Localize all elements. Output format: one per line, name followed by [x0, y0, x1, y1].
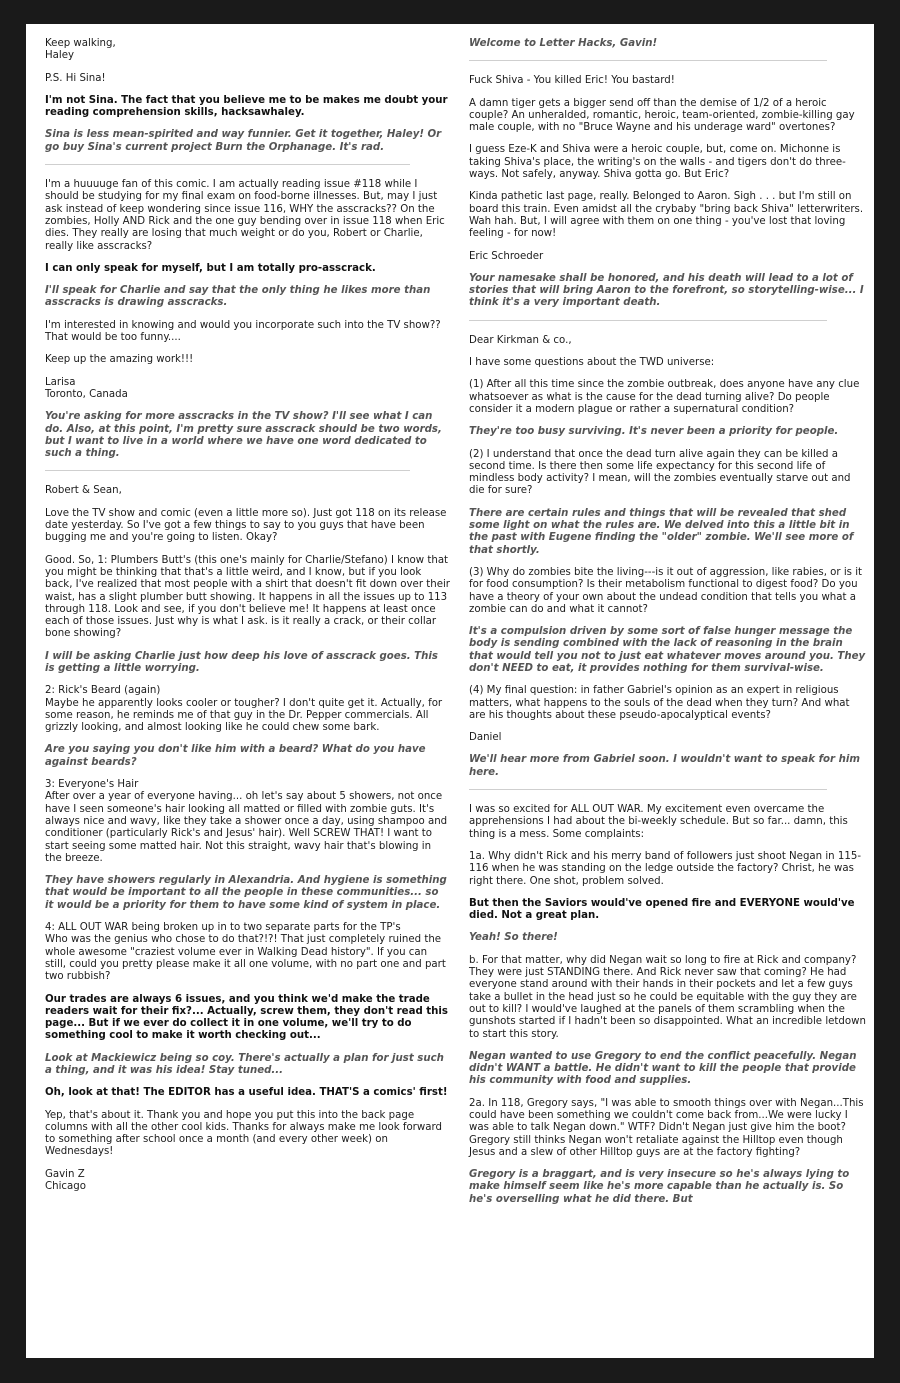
section-divider: [45, 470, 410, 471]
artist-reply: They have showers regularly in Alexandria. And hygiene is something that would be important to all the people in these communities... so it would be a priority for them to have some kind of system in place.: [45, 875, 447, 911]
letter-paragraph: 1a. Why didn't Rick and his merry band of followers just shoot Negan in 115-116 when he was standing on the ledge outside the factory? Christ, he was right there. One shot, problem solved.: [469, 850, 861, 887]
letter-paragraph: Love the TV show and comic (even a little more so). Just got 118 on its release date yesterday. So I've got a few things to say to you guys that have been bugging me and you're going to listen. Okay?: [45, 507, 447, 544]
letter-paragraph: Fuck Shiva - You killed Eric! You bastard!: [469, 75, 675, 87]
editor-reply: Oh, look at that! The EDITOR has a useful idea. THAT'S a comics' first!: [45, 1087, 448, 1099]
artist-reply: Sina is less mean-spirited and way funnier. Get it together, Haley! Or go buy Sina's current project Burn the Orphanage. It's rad.: [45, 129, 442, 153]
artist-reply: You're asking for more asscracks in the TV show? I'll see what I can do. Also, at this point, I'm pretty sure asscrack should be two words, but I want to live in a world where we have one word dedicated to such a thing.: [45, 411, 442, 460]
letter-paragraph: Robert & Sean,: [45, 485, 122, 497]
section-divider: [469, 789, 827, 790]
section-divider: [469, 60, 827, 61]
letter-paragraph: Keep walking, Haley: [45, 38, 116, 62]
artist-reply: I will be asking Charlie just how deep his love of asscrack goes. This is getting a little worrying.: [45, 650, 438, 674]
letter-paragraph: (3) Why do zombies bite the living---is it out of aggression, like rabies, or is it for food consumption? Is their metabolism functional to digest food? Do you have a theory of your own about the undead condition that tells you what a zombie can do and what it cannot?: [469, 566, 863, 615]
artist-reply: I'll speak for Charlie and say that the only thing he likes more than asscracks is drawing asscracks.: [45, 285, 431, 309]
letter-paragraph: Yep, that's about it. Thank you and hope you put this into the back page columns with all the other cool kids. Thanks for always make me look forward to something after school once a month (and every other week) on Wednesdays!: [45, 1109, 442, 1158]
editor-reply: I'm not Sina. The fact that you believe me to be makes me doubt your reading comprehension skills, hacksawhaley.: [45, 94, 448, 119]
letter-paragraph: 2: Rick's Beard (again) Maybe he apparently looks cooler or tougher? I don't quite get it. Actually, for some reason, he reminds me of that guy in the Dr. Pepper commercials. All grizzly looking, and almost looking like he could chew some bark.: [45, 685, 443, 734]
artist-reply: It's a compulsion driven by some sort of false hunger message the body is sending combined with the lack of reasoning in the brain that would tell you not to just eat whatever moves around you. They don't NEED to eat, it provides nothing for them survival-wise.: [469, 626, 866, 674]
artist-reply: They're too busy surviving. It's never been a priority for people.: [469, 426, 839, 438]
letter-paragraph: (4) My final question: in father Gabriel's opinion as an expert in religious matters, what happens to the souls of the dead when they turn? And what are his thoughts about these pseudo-apocalyptical events?: [469, 685, 850, 721]
editor-reply: But then the Saviors would've opened fire and EVERYONE would've died. Not a great plan.: [469, 897, 855, 922]
editor-reply: Our trades are always 6 issues, and you think we'd make the trade readers wait for their fix?... Actually, screw them, they don't read this page... But if we ever do collect it in one volume, we'll try to do something cool to make it worth checking out...: [45, 993, 448, 1042]
artist-reply: There are certain rules and things that will be revealed that shed some light on what the rules are. We delved into this a little bit in the past with Eugene finding the "older" zombie. We'll see more of that shortly.: [469, 507, 854, 556]
letter-paragraph: 3: Everyone's Hair After over a year of everyone having... oh let's say about 5 showers, not once have I seen someone's hair looking all matted or filled with zombie guts. It's always nice and wavy, like they take a shower once a day, using shampoo and conditioner (particularly Rick's and Jesus' hair). Well SCREW THAT! I want to start seeing some matted hair. Not this straight, wavy hair that's blowing in the breeze.: [45, 779, 448, 864]
letter-paragraph: P.S. Hi Sina!: [45, 72, 106, 84]
artist-reply: Welcome to Letter Hacks, Gavin!: [469, 38, 658, 49]
letter-paragraph: Larisa Toronto, Canada: [45, 376, 128, 400]
letter-paragraph: (2) I understand that once the dead turn alive again they can be killed a second time. Is there then some life expectancy for this second life of mindless body activity? I mean, will the zombies eventually starve out and die for sure?: [469, 448, 851, 497]
letter-paragraph: Good. So, 1: Plumbers Butt's (this one's mainly for Charlie/Stefano) I know that you might be thinking that that's a little weird, and I know, but if you look back, I've realized that most people with a shirt that doesn't fit down over their waist, has a slight plumber butt showing. It happens in all the issues up to 113 through 118. Look and see, if you don't believe me! It happens at least once each of those issues. Just why is what I ask. is it really a crack, or their collar bone showing?: [45, 554, 450, 640]
editor-reply: I can only speak for myself, but I am totally pro-asscrack.: [45, 262, 376, 274]
letter-paragraph: I'm a huuuuge fan of this comic. I am actually reading issue #118 while I should be studying for my final exam on food-borne illnesses. But, may I just ask instead of keep wondering since issue 116, WHY the asscracks?? On the zombies, Holly AND Rick and the one guy bending over in issue 118 when Eric dies. They really are losing that much weight or do you, Robert or Charlie, really like asscracks?: [45, 179, 445, 252]
right-column: [469, 38, 867, 1216]
section-divider: [45, 164, 410, 165]
letter-paragraph: Daniel: [469, 732, 502, 744]
section-divider: [469, 320, 827, 321]
letter-paragraph: (1) After all this time since the zombie outbreak, does anyone have any clue whatsoever as what is the cause for the dead turning alive? Do people consider it a modern plague or rather a supernatural condition?: [469, 379, 860, 415]
letter-paragraph: 2a. In 118, Gregory says, "I was able to smooth things over with Negan...This could have been something we couldn't come back from...We were lucky I was able to talk Negan down." WTF? Didn't Negan just give him the boot? Gregory still thinks Negan won't retaliate against the Hilltop even though Jesus and a slew of other Hilltop guys are at the factory fighting?: [469, 1097, 864, 1158]
artist-reply: Look at Mackiewicz being so coy. There's actually a plan for just such a thing, and it was his idea! Stay tuned...: [45, 1052, 444, 1076]
letter-paragraph: I guess Eze-K and Shiva were a heroic couple, but, come on. Michonne is taking Shiva's place, the writing's on the walls - and tigers don't do three-ways. Not safely, anyway. Shiva gotta go. But Eric?: [469, 144, 846, 181]
letter-paragraph: b. For that matter, why did Negan wait so long to fire at Rick and company? They were just STANDING there. And Rick never saw that coming? He had everyone stand around with their hands in their pockets and let a few guys take a bullet in the head just so he could be equitable with the guy they are out to kill? I would've laughed at the panels of them scrambling when the gunshots started if I hadn't been so disappointed. What an incredible letdown to start this story.: [469, 954, 866, 1040]
letter-paragraph: A damn tiger gets a bigger send off than the demise of 1/2 of a heroic couple? An unheralded, romantic, heroic, team-oriented, zombie-killing gay male couple, with no "Bruce Wayne and his underage ward" overtones?: [469, 97, 855, 134]
letters-page: [26, 24, 874, 1358]
letter-paragraph: Kinda pathetic last page, really. Belonged to Aaron. Sigh . . . but I'm still on board this train. Even amidst all the crybaby "bring back Shiva" letterwriters. Wah hah. But, I will agree with them on one thing - you've lost that loving feeling - for now!: [469, 191, 864, 240]
letter-paragraph: Eric Schroeder: [469, 250, 544, 262]
artist-reply: Gregory is a braggart, and is very insecure so he's always lying to make himself seem like he's more capable than he actually is. So he's overselling what he did there. But: [469, 1169, 850, 1205]
artist-reply: Are you saying you don't like him with a beard? What do you have against beards?: [45, 744, 426, 768]
letter-paragraph: Dear Kirkman & co.,: [469, 334, 572, 346]
letter-paragraph: I'm interested in knowing and would you incorporate such into the TV show?? That would be too funny....: [45, 319, 441, 344]
letter-paragraph: I have some questions about the TWD universe:: [469, 357, 715, 369]
artist-reply: Yeah! So there!: [469, 932, 558, 944]
artist-reply: We'll hear more from Gabriel soon. I wouldn't want to speak for him here.: [469, 754, 860, 778]
letter-paragraph: Keep up the amazing work!!!: [45, 354, 194, 366]
letter-paragraph: I was so excited for ALL OUT WAR. My excitement even overcame the apprehensions I had about the bi-weekly schedule. But so far... damn, this thing is a mess. Some complaints:: [469, 804, 848, 840]
letter-paragraph: 4: ALL OUT WAR being broken up in to two separate parts for the TP's Who was the genius who chose to do that?!?! That just completely ruined the whole awesome "craziest volume ever in Walking Dead history". If you can still, could you pretty please make it all one volume, with no part one and part two rubbish?: [45, 922, 446, 983]
left-column: [45, 38, 450, 1203]
artist-reply: Your namesake shall be honored, and his death will lead to a lot of stories that will bring Aaron to the forefront, so storytelling-wise... I think it's a very important death.: [469, 272, 864, 309]
artist-reply: Negan wanted to use Gregory to end the conflict peacefully. Negan didn't WANT a battle. He didn't want to kill the people that provide his community with food and supplies.: [469, 1050, 857, 1087]
letter-paragraph: Gavin Z Chicago: [45, 1168, 86, 1193]
